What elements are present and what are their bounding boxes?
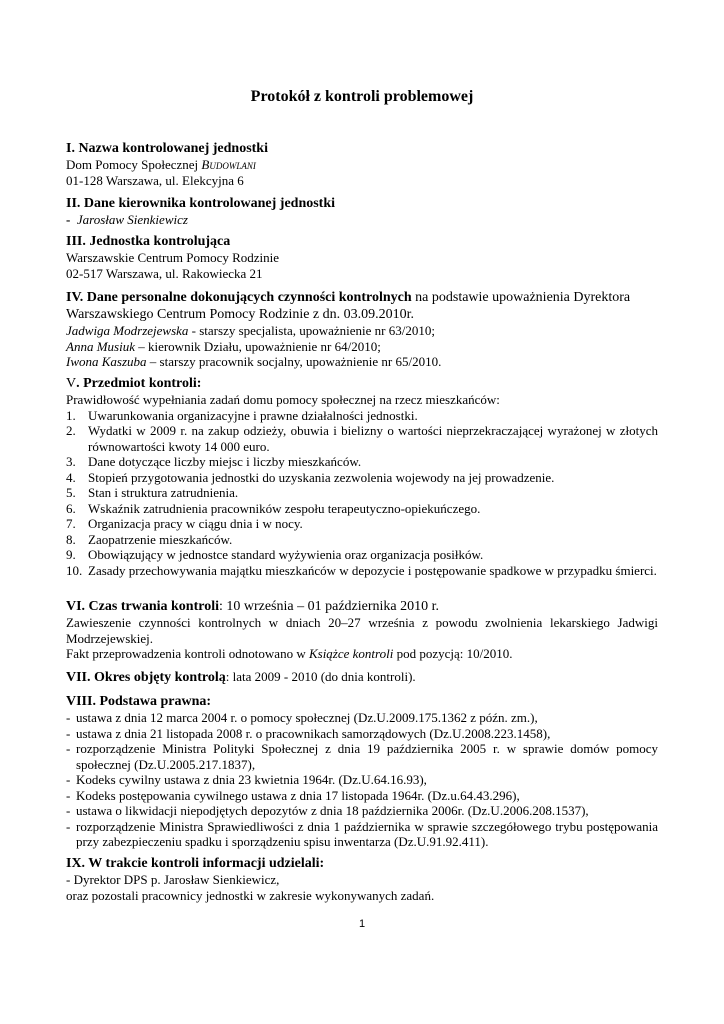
informant-staff: oraz pozostali pracownicy jednostki w zakresie wykonywanych zadań. xyxy=(66,887,435,903)
manager-name: - Jarosław Sienkiewicz xyxy=(66,212,188,227)
page-number: 1 xyxy=(358,918,366,930)
list-item: - rozporządzenie Ministra Polityki Społecznej z dnia 19 października 2005 r. w sprawie domów pomocy społecznej (Dz.U.2005.217.1837), xyxy=(66,741,658,772)
section-6 xyxy=(66,598,658,662)
section-4-heading: IV. Dane personalne dokonujących czynności kontrolnych na podstawie upoważnienia Dyrektora Warszawskiego Centrum Pomocy Rodzinie z dn. 03.09.2010r. xyxy=(66,290,631,322)
section-2 xyxy=(66,195,658,228)
section-5-intro: Prawidłowość wypełniania zadań domu pomocy społecznej na rzecz mieszkańców: xyxy=(66,392,500,407)
inspector-3: Iwona Kaszuba – starszy pracownik socjalny, upoważnienie nr 65/2010. xyxy=(66,354,442,369)
section-7 xyxy=(66,668,658,686)
section-9 xyxy=(66,855,658,903)
section-5-heading: V. Przedmiot kontroli: xyxy=(66,376,202,391)
list-item: 5. Stan i struktura zatrudnienia. xyxy=(66,485,239,500)
list-item: 8. Zaopatrzenie mieszkańców. xyxy=(66,531,233,547)
list-item: 1. Uwarunkowania organizacyjne i prawne działalności jednostki. xyxy=(66,407,418,423)
legal-basis-list xyxy=(66,710,658,850)
section-7-heading: VII. Okres objęty kontrolą: lata 2009 - 2010 (do dnia kontroli). xyxy=(66,669,416,685)
section-2-heading: II. Dane kierownika kontrolowanej jednostki xyxy=(66,196,336,211)
list-item: 7. Organizacja pracy w ciągu dnia i w nocy. xyxy=(66,516,303,531)
informant-director: - Dyrektor DPS p. Jarosław Sienkiewicz, xyxy=(66,872,280,887)
section-8 xyxy=(66,693,658,850)
suspension-note: Zawieszenie czynności kontrolnych w dniach 20–27 września z powodu zwolnienia lekarskiego Jadwigi Modrzejewskiej. xyxy=(66,615,658,646)
list-item: 9. Obowiązujący w jednostce standard wyżywienia oraz organizacja posiłków. xyxy=(66,547,484,562)
list-item: 3. Dane dotyczące liczby miejsc i liczby mieszkańców. xyxy=(66,454,362,469)
section-9-heading: IX. W trakcie kontroli informacji udzielali: xyxy=(66,856,325,871)
section-3-heading: III. Jednostka kontrolująca xyxy=(66,234,231,249)
section-1 xyxy=(66,140,658,188)
list-item: 4. Stopień przygotowania jednostki do uzyskania zezwolenia wojewody na jej prowadzenie. xyxy=(66,469,555,485)
list-item: 2. Wydatki w 2009 r. na zakup odzieży, obuwia i bielizny o wartości nieprzekraczającej wyrażonej w złotych równowartości kwoty 14 000 euro. xyxy=(66,423,658,454)
section-6-heading: VI. Czas trwania kontroli: 10 września – 01 października 2010 r. xyxy=(66,599,440,614)
section-3 xyxy=(66,233,658,281)
list-item: - rozporządzenie Ministra Sprawiedliwości z dnia 1 października w sprawie szczegółowego trybu postępowania przy zabezpieczeniu spadku i sporządzeniu spisu inwentarza (Dz.U.91.92.411). xyxy=(66,818,658,849)
list-item: - Kodeks cywilny ustawa z dnia 23 kwietnia 1964r. (Dz.U.64.16.93), xyxy=(66,772,427,787)
controller-address: 02-517 Warszawa, ul. Rakowiecka 21 xyxy=(66,265,263,281)
inspector-2: Anna Musiuk – kierownik Działu, upoważnienie nr 64/2010; xyxy=(66,338,381,354)
section-8-heading: VIII. Podstawa prawna: xyxy=(66,694,212,709)
document-title: Protokół z kontroli problemowej xyxy=(250,88,474,105)
section-4 xyxy=(66,289,658,370)
inspection-scope-list xyxy=(66,408,658,579)
list-item: 6. Wskaźnik zatrudnienia pracowników zespołu terapeutyczno-opiekuńczego. xyxy=(66,500,481,516)
list-item: - ustawa z dnia 12 marca 2004 r. o pomocy społecznej (Dz.U.2009.175.1362 z późn. zm.), xyxy=(66,710,538,725)
list-item: - Kodeks postępowania cywilnego ustawa z dnia 17 listopada 1964r. (Dz.u.64.43.296), xyxy=(66,787,520,803)
list-item: - ustawa z dnia 21 listopada 2008 r. o pracownikach samorządowych (Dz.U.2008.223.1458), xyxy=(66,725,551,741)
unit-name-italic: Budowlani xyxy=(201,157,256,172)
unit-name: Dom Pomocy Społecznej Budowlani xyxy=(66,157,256,172)
inspector-1: Jadwiga Modrzejewska - starszy specjalista, upoważnienie nr 63/2010; xyxy=(66,323,435,338)
list-item: 10. Zasady przechowywania majątku mieszkańców w depozycie i postępowanie spadkowe w przypadku śmierci. xyxy=(66,562,657,578)
section-1-heading: I. Nazwa kontrolowanej jednostki xyxy=(66,141,268,156)
control-book-note: Fakt przeprowadzenia kontroli odnotowano w Książce kontroli pod pozycją: 10/2010. xyxy=(66,646,513,661)
section-5 xyxy=(66,375,658,578)
list-item: - ustawa o likwidacji niepodjętych depozytów z dnia 18 października 2006r. (Dz.U.2006.208.1537), xyxy=(66,803,589,818)
unit-address: 01-128 Warszawa, ul. Elekcyjna 6 xyxy=(66,172,244,188)
controller-name: Warszawskie Centrum Pomocy Rodzinie xyxy=(66,250,280,265)
